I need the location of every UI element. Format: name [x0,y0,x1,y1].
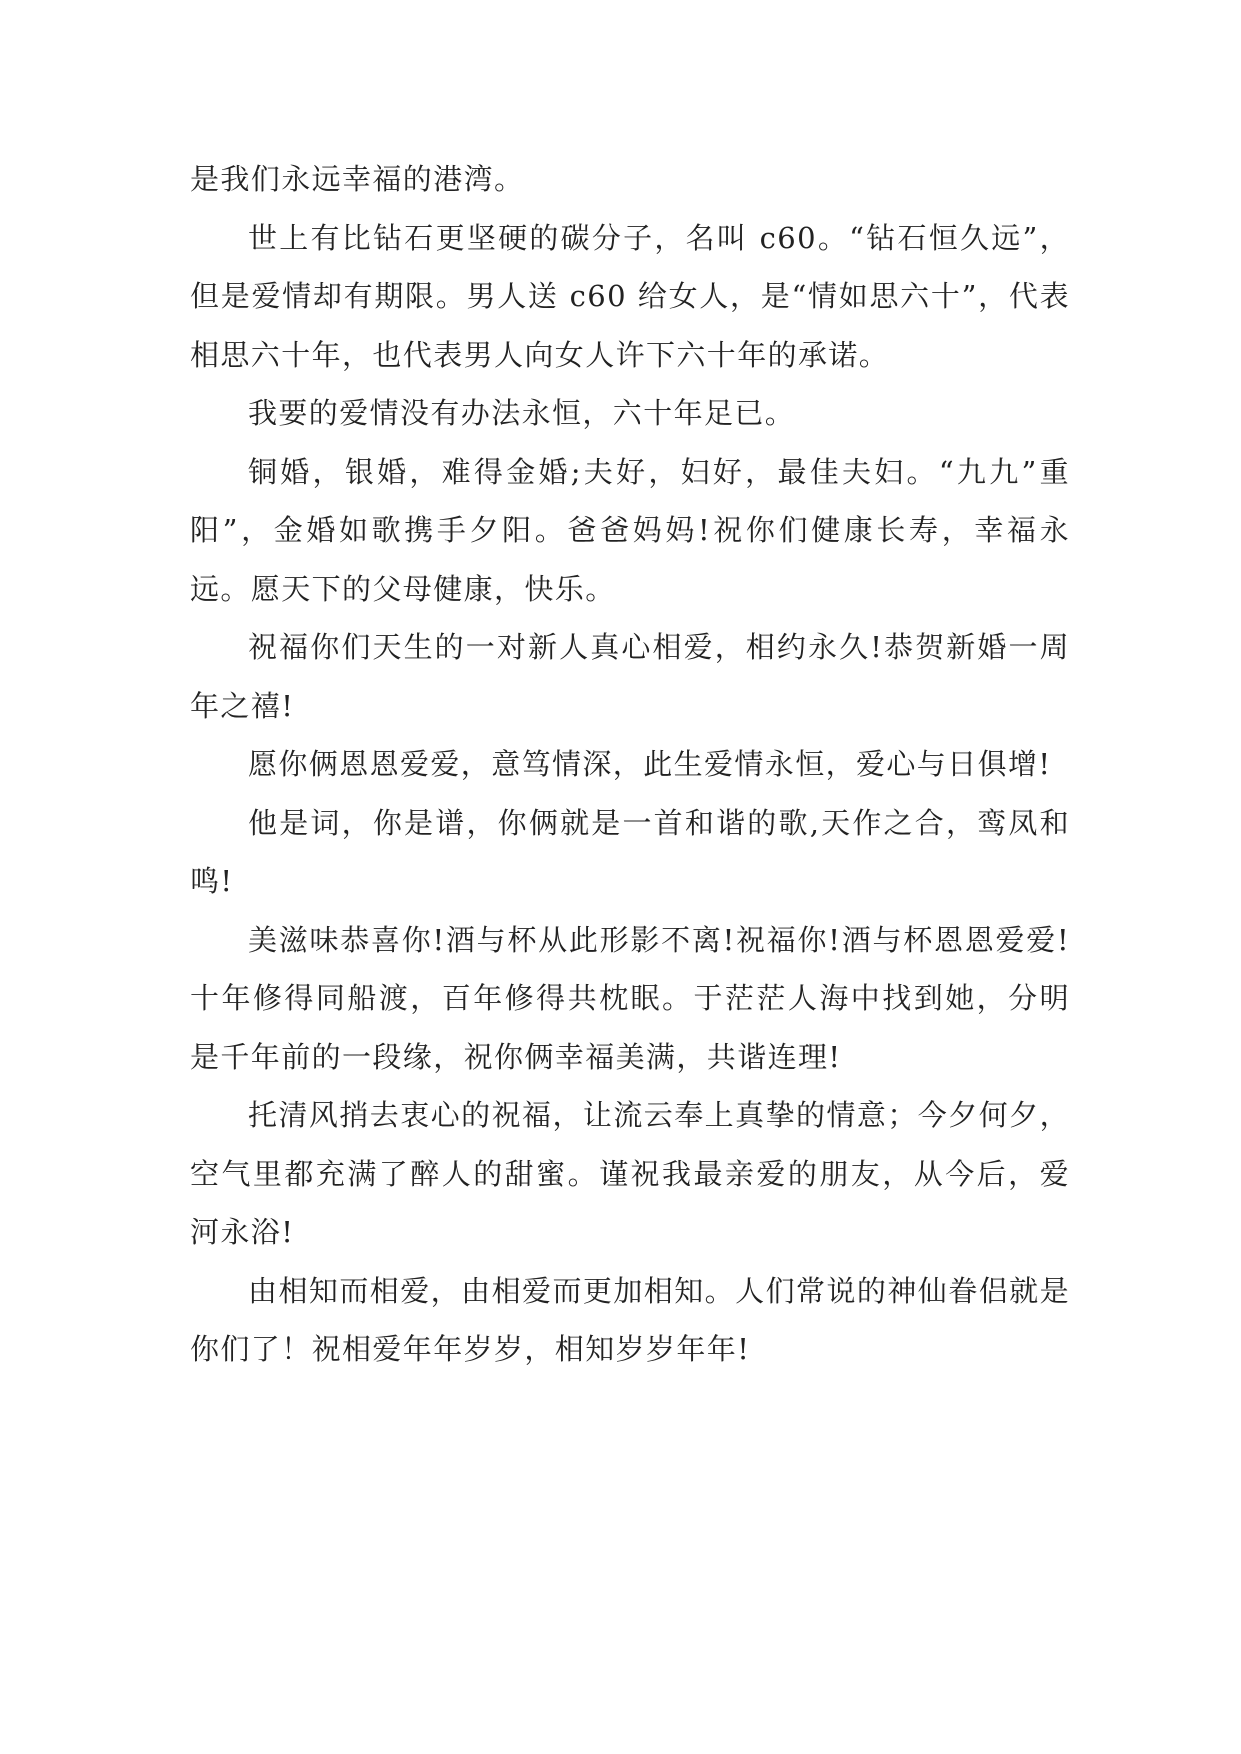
paragraph-10: 由相知而相爱，由相爱而更加相知。人们常说的神仙眷侣就是你们了！祝相爱年年岁岁，相知岁岁年年! [190,1273,1070,1366]
paragraph-1: 是我们永远幸福的港湾。 [190,162,525,196]
paragraph-2: 世上有比钻石更坚硬的碳分子，名叫 c60。“钻石恒久远”，但是爱情却有期限。男人送 c60 给女人，是“情如思六十”，代表相思六十年，也代表男人向女人许下六十年的承诺。 [190,220,1070,372]
paragraph-7: 他是词，你是谱，你俩就是一首和谐的歌,天作之合，鸾凤和鸣! [190,805,1070,898]
paragraph-4: 铜婚，银婚，难得金婚;夫好，妇好，最佳夫妇。“九九”重阳”，金婚如歌携手夕阳。爸爸妈妈!祝你们健康长寿，幸福永远。愿天下的父母健康，快乐。 [190,454,1070,606]
paragraph-8: 美滋味恭喜你!酒与杯从此形影不离!祝福你!酒与杯恩恩爱爱! 十年修得同船渡，百年修得共枕眠。于茫茫人海中找到她，分明是千年前的一段缘，祝你俩幸福美满，共谐连理! [190,922,1070,1074]
paragraph-9: 托清风捎去衷心的祝福，让流云奉上真挚的情意；今夕何夕，空气里都充满了醉人的甜蜜。谨祝我最亲爱的朋友，从今后，爱河永浴! [190,1098,1070,1249]
paragraph-6: 愿你俩恩恩爱爱，意笃情深，此生爱情永恒，爱心与日俱增! [248,747,1052,781]
document-page [190,150,1070,1379]
paragraph-3: 我要的爱情没有办法永恒，六十年足已。 [248,396,796,430]
paragraph-5: 祝福你们天生的一对新人真心相爱，相约永久!恭贺新婚一周年之禧! [190,630,1070,723]
